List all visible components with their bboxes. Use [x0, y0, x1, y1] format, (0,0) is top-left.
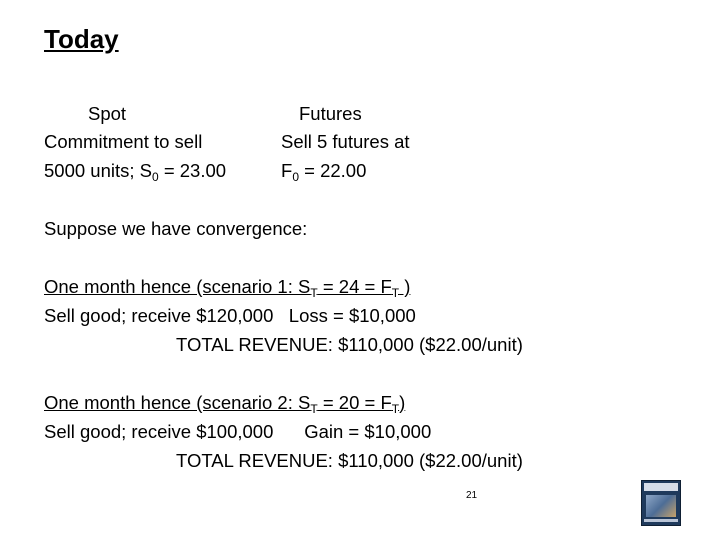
scenario1-heading-mid: = 24 = F: [317, 276, 392, 297]
convergence-text: Suppose we have convergence:: [44, 218, 308, 239]
scenario1-sub2: T: [391, 286, 400, 300]
book-cover-image: [641, 480, 681, 526]
slide-title: Today: [44, 24, 119, 54]
spot-line2: [44, 160, 226, 182]
spot-line1: Commitment to sell: [44, 131, 203, 152]
book-cover-band: [644, 483, 678, 491]
book-cover-illustration: [646, 495, 676, 517]
scenario1-heading: [44, 276, 410, 298]
scenario1-heading-text: One month hence (scenario 1: S: [44, 276, 311, 297]
scenario2-sub2: T: [391, 402, 400, 416]
futures-line2-value: = 22.00: [299, 160, 367, 181]
scenario2-total: TOTAL REVENUE: $110,000 ($22.00/unit): [176, 450, 523, 471]
scenario1-total: TOTAL REVENUE: $110,000 ($22.00/unit): [176, 334, 523, 355]
scenario1-sub1: T: [310, 286, 318, 300]
futures-line2-text: F: [281, 160, 293, 181]
spot-header: Spot: [88, 103, 127, 124]
spot-line2-value: = 23.00: [158, 160, 227, 181]
scenario1-detail: Sell good; receive $120,000 Loss = $10,000: [44, 305, 416, 326]
spot-line2-sub: 0: [152, 170, 159, 184]
scenario2-sub1: T: [310, 402, 318, 416]
scenario1-heading-end: ): [399, 276, 411, 297]
scenario2-heading: [44, 392, 405, 414]
spot-line2-text: 5000 units; S: [44, 160, 152, 181]
futures-header: Futures: [299, 103, 362, 124]
futures-line1: Sell 5 futures at: [281, 131, 410, 152]
scenario2-heading-text: One month hence (scenario 2: S: [44, 392, 311, 413]
scenario2-heading-mid: = 20 = F: [317, 392, 392, 413]
scenario2-heading-end: ): [399, 392, 406, 413]
futures-line2: [281, 160, 366, 182]
slide-number: 21: [466, 490, 478, 501]
futures-line2-sub: 0: [292, 170, 299, 184]
book-cover-footer: [644, 519, 678, 522]
scenario2-detail: Sell good; receive $100,000 Gain = $10,000: [44, 421, 432, 442]
